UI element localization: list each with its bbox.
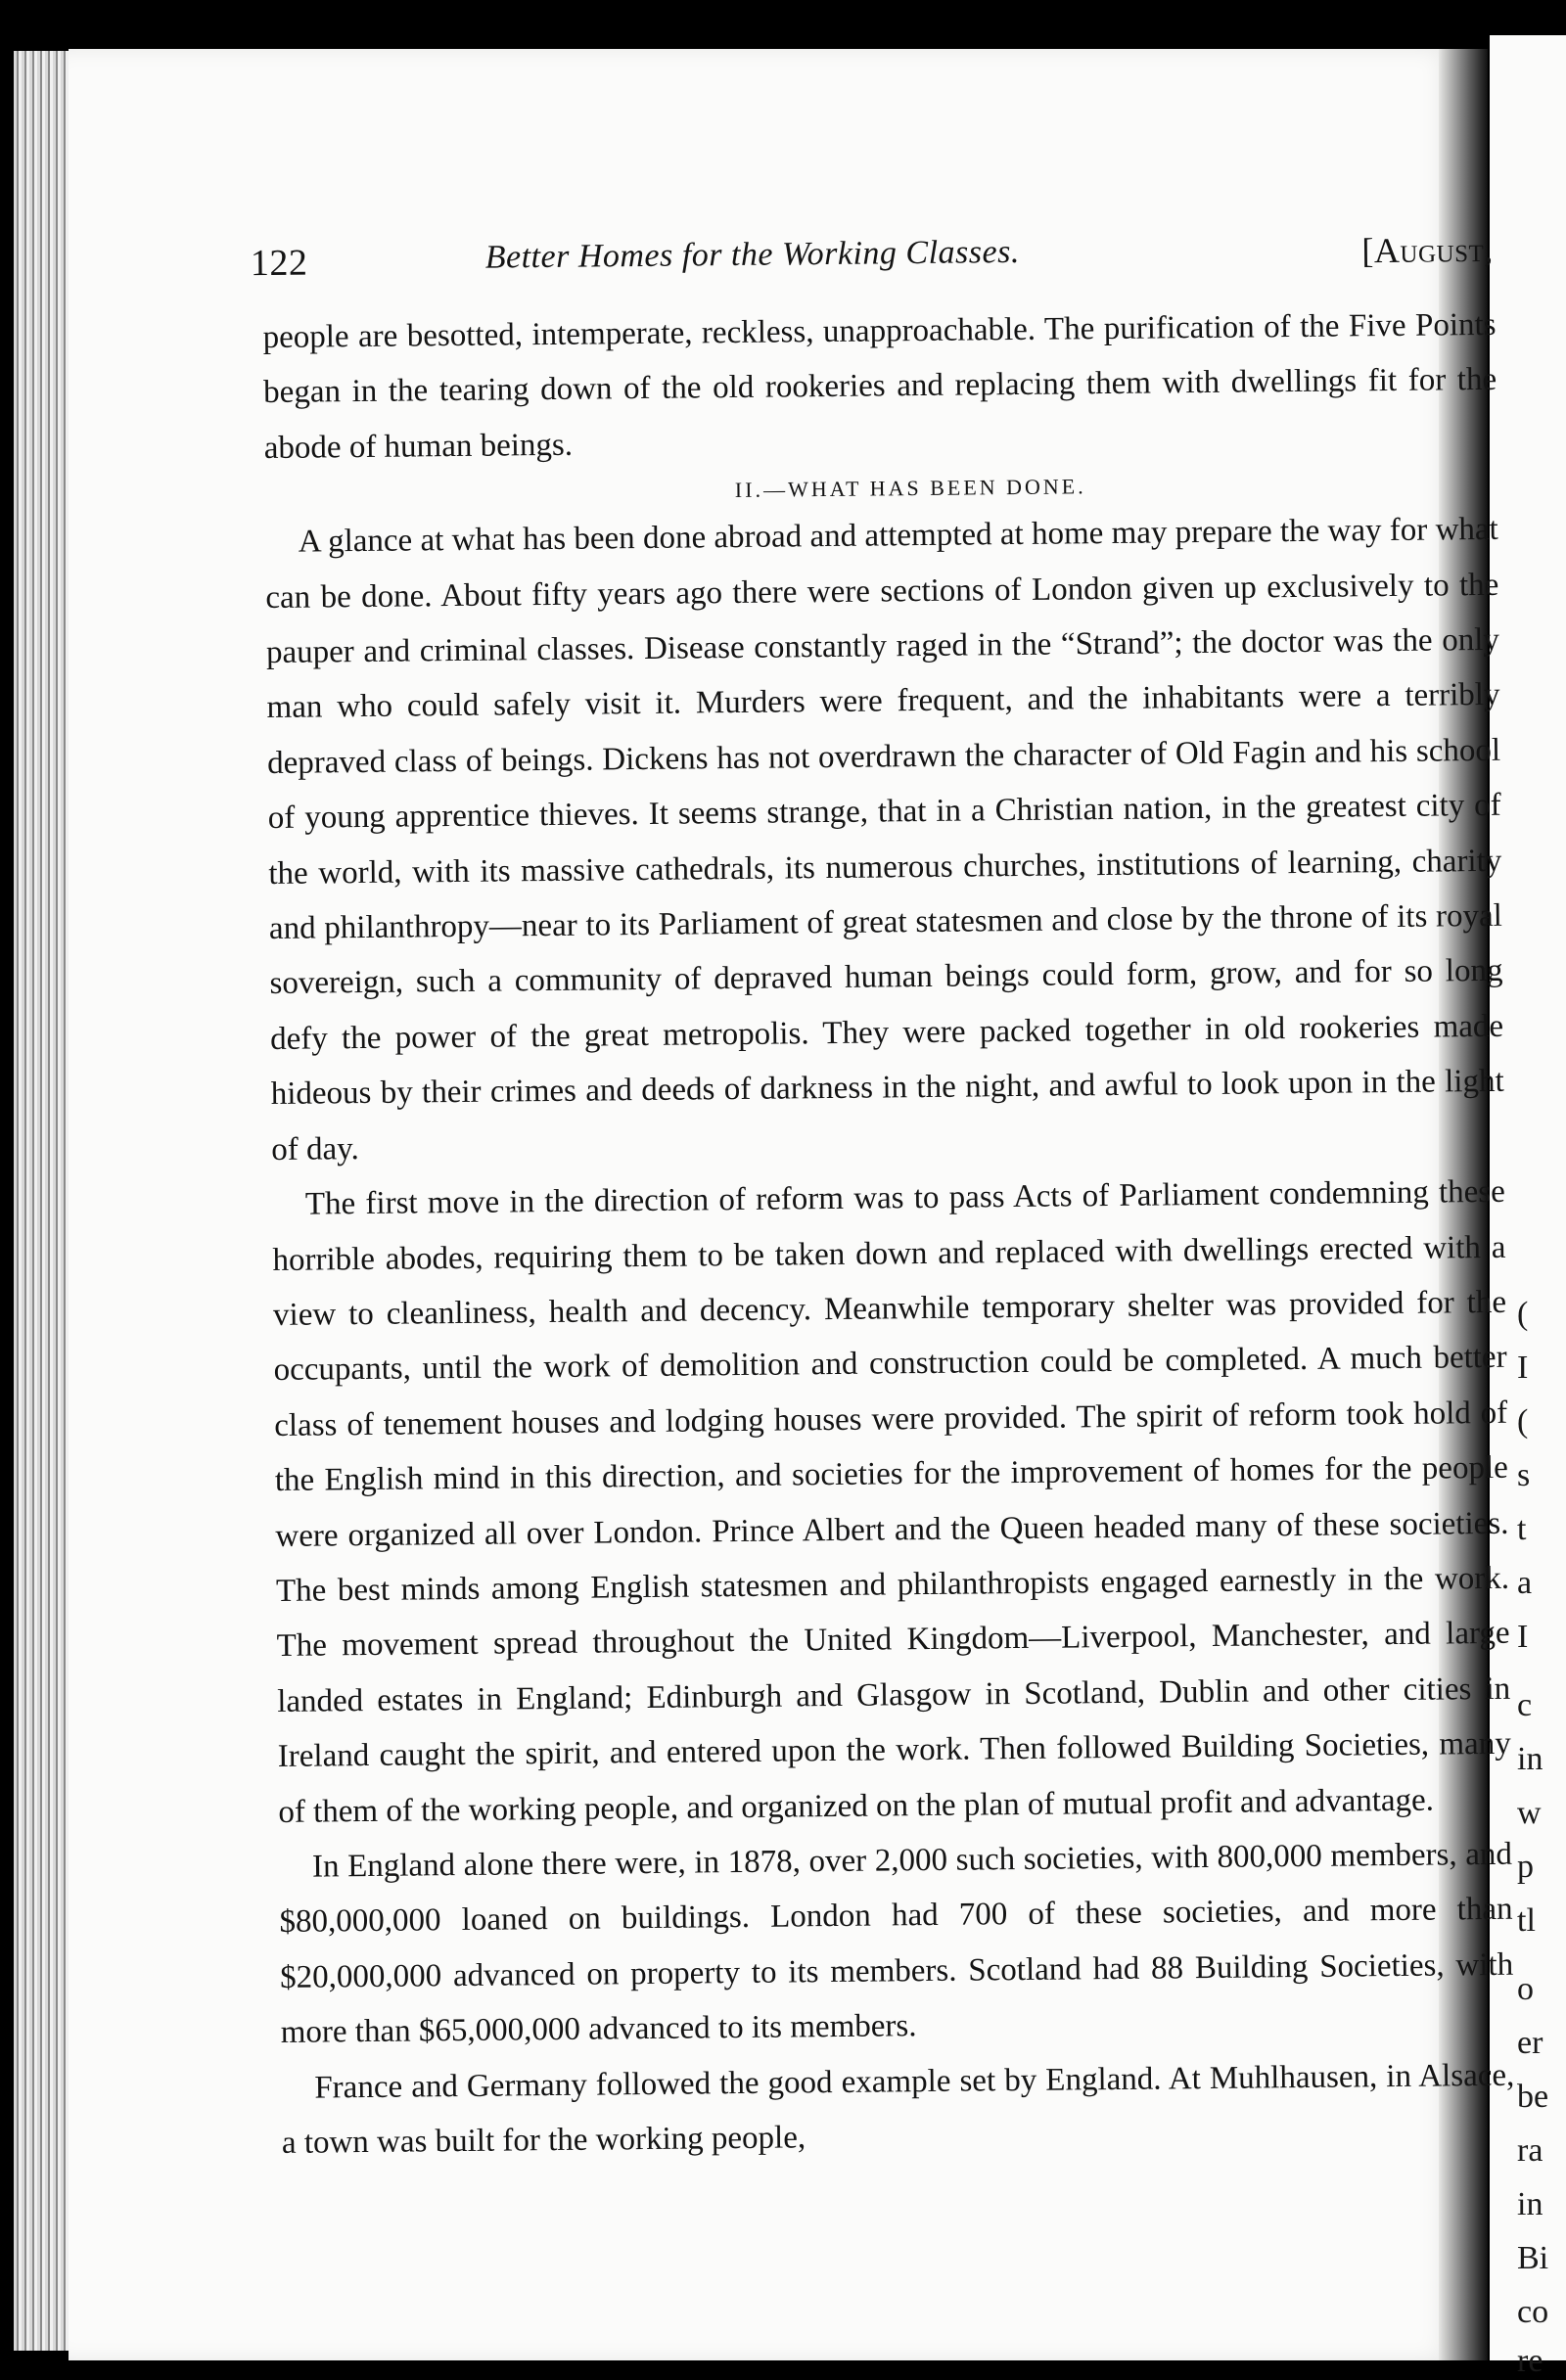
facing-page-glyph: Bi [1517, 2240, 1549, 2276]
facing-page-glyph: I [1517, 1350, 1529, 1386]
article-body [262, 298, 1515, 2171]
facing-page-glyph: t [1517, 1511, 1527, 1547]
paragraph: The first move in the direction of reform was to pass Acts of Parliament condemning these horrible abodes, requiring them to be taken down and replaced with dwellings erected with a view to cleanliness, health and decency. Meanwhile temporary shelter was provided for the occupants, until the work of demolition and construction could be completed. A much better class of tenement houses and lodging houses were provided. The spirit of reform took hold of the English mind in this direction, and societies for the improvement of homes for the people were organized all over London. Prince Albert and the Queen headed many of these societies. The best minds among English statesmen and philanthropists engaged earnestly in the work. The movement spread throughout the United Kingdom—Liverpool, Manchester, and large landed estates in England; Edinburgh and Glasgow in Scotland, Dublin and other cities in Ireland caught the spirit, and entered upon the work. Then followed Building Societies, many of them of the working people, and organized on the plan of mutual profit and advantage. [272, 1173, 1511, 1830]
facing-page-glyph: co [1517, 2294, 1549, 2330]
facing-page-glyph: er [1517, 2025, 1543, 2061]
facing-page-glyph: a [1517, 1565, 1533, 1601]
month-marker: [August, [1361, 229, 1494, 271]
paragraph: France and Germany followed the good example set by England. At Muhlhausen, in Alsace, a town was built for the working people, [281, 2057, 1515, 2161]
facing-page-glyph: be [1517, 2079, 1549, 2115]
paragraph: In England alone there were, in 1878, over 2,000 such societies, with 800,000 members, and $80,000,000 loaned on buildings. London had 700 of these societies, and more than $20,000,000 advanced on property to its members. Scotland had 88 Building Societies, with more than $65,000,000 advanced to its members. [279, 1836, 1514, 2051]
facing-page-glyph: in [1517, 2186, 1543, 2222]
facing-page-glyph: w [1517, 1795, 1542, 1831]
facing-page-glyph: p [1517, 1849, 1534, 1885]
facing-page-glyph: tl [1517, 1902, 1536, 1939]
section-heading: II.—WHAT HAS BEEN DONE. [734, 474, 1086, 503]
facing-page-glyph: ra [1517, 2132, 1543, 2169]
facing-page-glyph: I [1517, 1619, 1529, 1655]
page-number: 122 [250, 242, 308, 285]
facing-page-glyph: o [1517, 1971, 1534, 2007]
facing-page-glyph: s [1517, 1457, 1531, 1493]
running-title: Better Homes for the Working Classes. [484, 233, 1021, 276]
facing-page-glyph: ( [1517, 1403, 1529, 1440]
paragraph: people are besotted, intemperate, reckless, unapproachable. The purification of the Five Points began in the tearing down of the old rookeries and replacing them with dwellings fit for the abode of human beings. [262, 306, 1497, 466]
facing-page-glyph: re [1517, 2343, 1543, 2379]
facing-page-glyph: ( [1517, 1296, 1529, 1332]
facing-page-glyph: c [1517, 1687, 1533, 1723]
paragraph: A glance at what has been done abroad and attempted at home may prepare the way for what can be done. About fifty years ago there were sections of London given up exclusively to the pauper and criminal classes. Disease constantly raged in the “Strand”; the doctor was the only man who could safely visit it. Murders were frequent, and the inhabitants were a terribly depraved class of beings. Dickens has not overdrawn the character of Old Fagin and his school of young apprentice thieves. It seems strange, that in a Christian nation, in the greatest city of the world, with its massive cathedrals, its numerous churches, institutions of learning, charity and philanthropy—near to its Parliament of great statesmen and close by the throne of its royal sovereign, such a community of depraved human beings could form, grow, and for so long defy the power of the great metropolis. They were packed together in old rookeries made hideous by their crimes and deeds of darkness in the night, and awful to look upon in the light of day. [265, 512, 1504, 1167]
facing-page-glyph: in [1517, 1741, 1543, 1777]
